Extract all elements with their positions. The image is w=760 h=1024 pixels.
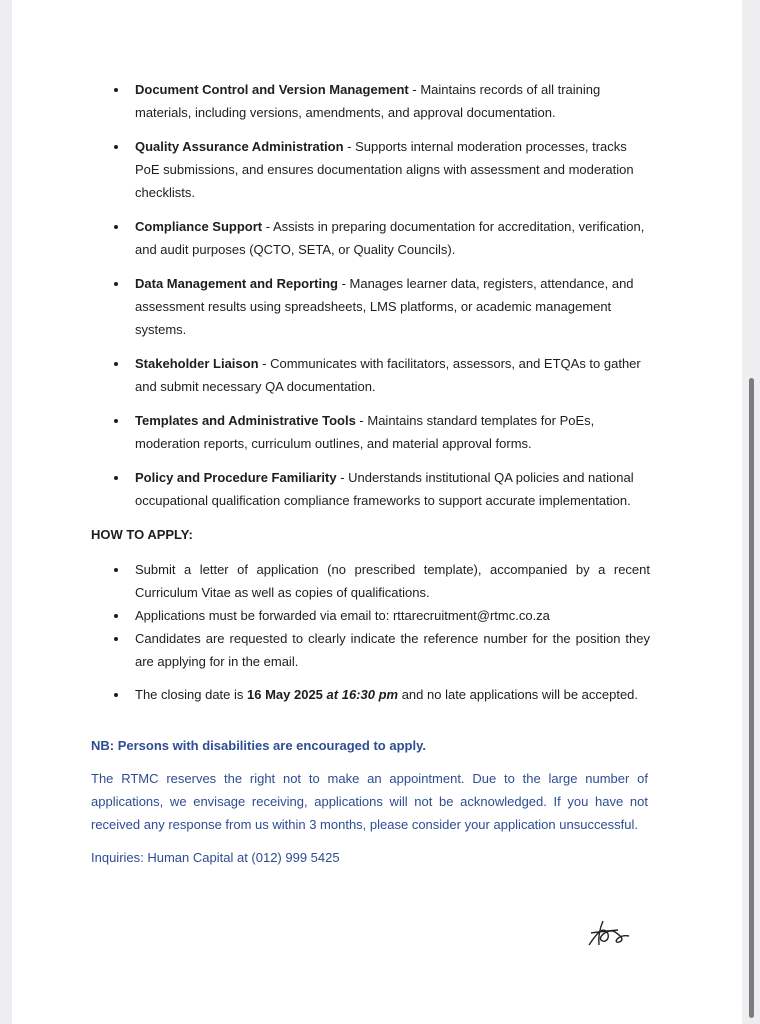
how-to-apply-list	[91, 558, 661, 706]
responsibility-text: - Manages learner data, registers, attendance, and assessment results using spreadsheets, LMS platforms, or academic management systems.	[135, 276, 634, 337]
closing-time: 16:30 pm	[341, 687, 399, 702]
responsibility-title: Document Control and Version Management	[135, 82, 409, 97]
document-content	[91, 0, 661, 869]
responsibility-text: - Maintains standard templates for PoEs, moderation reports, curriculum outlines, and material approval forms.	[135, 413, 595, 451]
responsibility-title: Compliance Support	[135, 219, 263, 234]
nb-notice: NB: Persons with disabilities are encouraged to apply.	[91, 738, 426, 753]
list-item	[91, 466, 650, 512]
list-item: Submit a letter of application (no prescribed template), accompanied by a recent Curriculum Vitae as well as copies of qualifications.	[91, 558, 650, 604]
list-item	[91, 272, 650, 341]
list-item	[91, 352, 650, 398]
responsibility-title: Stakeholder Liaison	[135, 356, 259, 371]
disclaimer-text: The RTMC reserves the right not to make an appointment. Due to the large number of applications, we envisage receiving, applications will not be acknowledged. If you have not received any response from us within 3 months, please consider your application unsuccessful.	[91, 771, 648, 832]
responsibility-title: Data Management and Reporting	[135, 276, 338, 291]
responsibility-title: Policy and Procedure Familiarity	[135, 470, 337, 485]
closing-prefix: The closing date is	[135, 687, 248, 702]
list-item	[91, 135, 650, 204]
scrollbar-thumb[interactable]	[749, 378, 754, 1018]
list-item	[91, 215, 650, 261]
closing-at: at	[322, 687, 342, 702]
responsibility-title: Templates and Administrative Tools	[135, 413, 356, 428]
list-item: Candidates are requested to clearly indicate the reference number for the position they are applying for in the email.	[91, 627, 650, 673]
inquiries-text: Inquiries: Human Capital at (012) 999 5425	[91, 850, 340, 865]
how-to-apply-heading: HOW TO APPLY:	[91, 527, 193, 542]
responsibility-text: - Understands institutional QA policies and national occupational qualification compliance frameworks to support accurate implementation.	[135, 470, 634, 508]
list-item: Applications must be forwarded via email to: rttarecruitment@rtmc.co.za	[91, 604, 650, 627]
closing-date: 16 May 2025	[247, 687, 323, 702]
responsibility-title: Quality Assurance Administration	[135, 139, 344, 154]
list-item	[91, 409, 650, 455]
closing-date-item	[91, 683, 650, 706]
responsibility-text: - Communicates with facilitators, assessors, and ETQAs to gather and submit necessary QA documentation.	[135, 356, 641, 394]
closing-suffix: and no late applications will be accepted.	[398, 687, 639, 702]
responsibility-text: - Assists in preparing documentation for accreditation, verification, and audit purposes (QCTO, SETA, or Quality Councils).	[135, 219, 645, 257]
handwritten-signature	[585, 918, 633, 948]
list-item	[91, 78, 650, 124]
responsibility-text: - Maintains records of all training materials, including versions, amendments, and approval documentation.	[135, 82, 601, 120]
responsibility-text: - Supports internal moderation processes, tracks PoE submissions, and ensures documentation aligns with assessment and moderation checklists.	[135, 139, 634, 200]
responsibilities-list	[91, 78, 661, 512]
